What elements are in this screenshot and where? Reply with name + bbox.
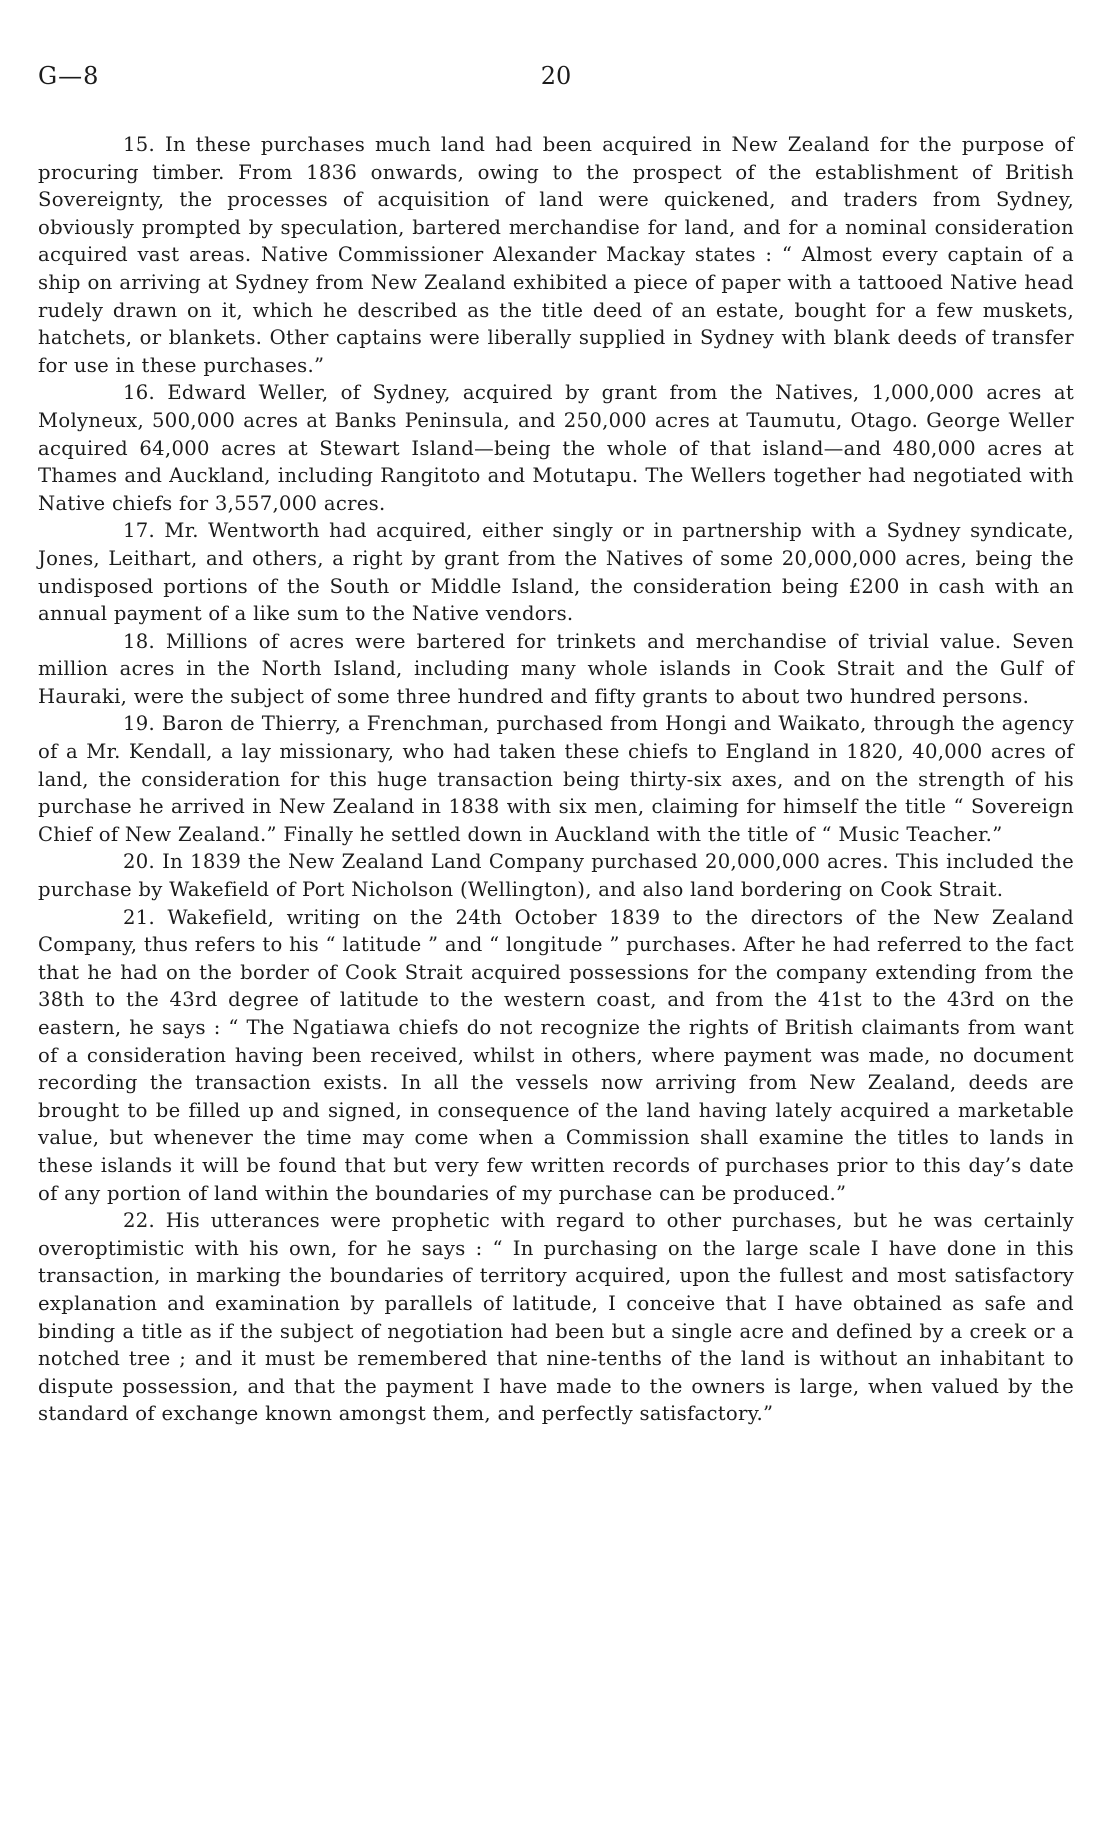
page-header — [38, 62, 1074, 102]
document-body — [38, 131, 1074, 1428]
paragraph-18: 18. Millions of acres were bartered for trinkets and merchandise of trivial value. Seven million acres in the North Island, including many whole islands in Cook Strait and the Gulf of Hauraki, were the subject of some three hundred and fifty grants to about two hundred persons. — [38, 629, 1074, 708]
paragraph-22: 22. His utterances were prophetic with regard to other purchases, but he was certainly overoptimistic with his own, for he says : “ In purchasing on the large scale I have done in this transaction, in marking the boundaries of territory acquired, upon the fullest and most satisfactory explanation and examination by parallels of latitude, I conceive that I have obtained as safe and binding a title as if the subject of negotiation had been but a single acre and defined by a creek or a notched tree ; and it must be remembered that nine-tenths of the land is without an inhabitant to dispute possession, and that the payment I have made to the owners is large, when valued by the standard of exchange known amongst them, and perfectly satisfactory.” — [38, 1209, 1074, 1426]
paragraph-16: 16. Edward Weller, of Sydney, acquired by grant from the Natives, 1,000,000 acres at Molyneux, 500,000 acres at Banks Peninsula, and 250,000 acres at Taumutu, Otago. George Weller acquired 64,000 acres at Stewart Island—being the whole of that island—and 480,000 acres at Thames and Auckland, including Rangitoto and Motutapu. The Wellers together had negotiated with Native chiefs for 3,557,000 acres. — [38, 381, 1074, 515]
page-number: 20 — [540, 62, 572, 90]
paragraph-15: 15. In these purchases much land had been acquired in New Zealand for the purpose of procuring timber. From 1836 onwards, owing to the prospect of the establishment of British Sovereignty, the processes of acquisition of land were quickened, and traders from Sydney, obviously prompted by speculation, bartered merchandise for land, and for a nominal consideration acquired vast areas. Native Commissioner Alexander Mackay states : “ Almost every captain of a ship on arriving at Sydney from New Zealand exhibited a piece of paper with a tattooed Native head rudely drawn on it, which he described as the title deed of an estate, bought for a few muskets, hatchets, or blankets. Other captains were liberally supplied in Sydney with blank deeds of transfer for use in these purchases.” — [38, 133, 1074, 377]
paragraph-17: 17. Mr. Wentworth had acquired, either singly or in partnership with a Sydney syndicate, Jones, Leithart, and others, a right by grant from the Natives of some 20,000,000 acres, being the undisposed portions of the South or Middle Island, the consideration being £200 in cash with an annual payment of a like sum to the Native vendors. — [38, 519, 1074, 626]
paragraph-19: 19. Baron de Thierry, a Frenchman, purchased from Hongi and Waikato, through the agency of a Mr. Kendall, a lay missionary, who had taken these chiefs to England in 1820, 40,000 acres of land, the consideration for this huge transaction being thirty-six axes, and on the strength of his purchase he arrived in New Zealand in 1838 with six men, claiming for himself the title “ Sovereign Chief of New Zealand.” Finally he settled down in Auckland with the title of “ Music Teacher.” — [38, 712, 1074, 846]
paragraph-21: 21. Wakefield, writing on the 24th October 1839 to the directors of the New Zealand Company, thus refers to his “ latitude ” and “ longitude ” purchases. After he had referred to the fact that he had on the border of Cook Strait acquired possessions for the company extending from the 38th to the 43rd degree of latitude to the western coast, and from the 41st to the 43rd on the eastern, he says : “ The Ngatiawa chiefs do not recognize the rights of British claimants from want of a consideration having been received, whilst in others, where payment was made, no document recording the transaction exists. In all the vessels now arriving from New Zealand, deeds are brought to be filled up and signed, in consequence of the land having lately acquired a marketable value, but whenever the time may come when a Commission shall examine the titles to lands in these islands it will be found that but very few written records of purchases prior to this day’s date of any portion of land within the boundaries of my purchase can be produced.” — [38, 905, 1074, 1205]
document-reference: G—8 — [38, 62, 100, 90]
paragraph-20: 20. In 1839 the New Zealand Land Company purchased 20,000,000 acres. This included the purchase by Wakefield of Port Nicholson (Wellington), and also land bordering on Cook Strait. — [38, 850, 1074, 902]
